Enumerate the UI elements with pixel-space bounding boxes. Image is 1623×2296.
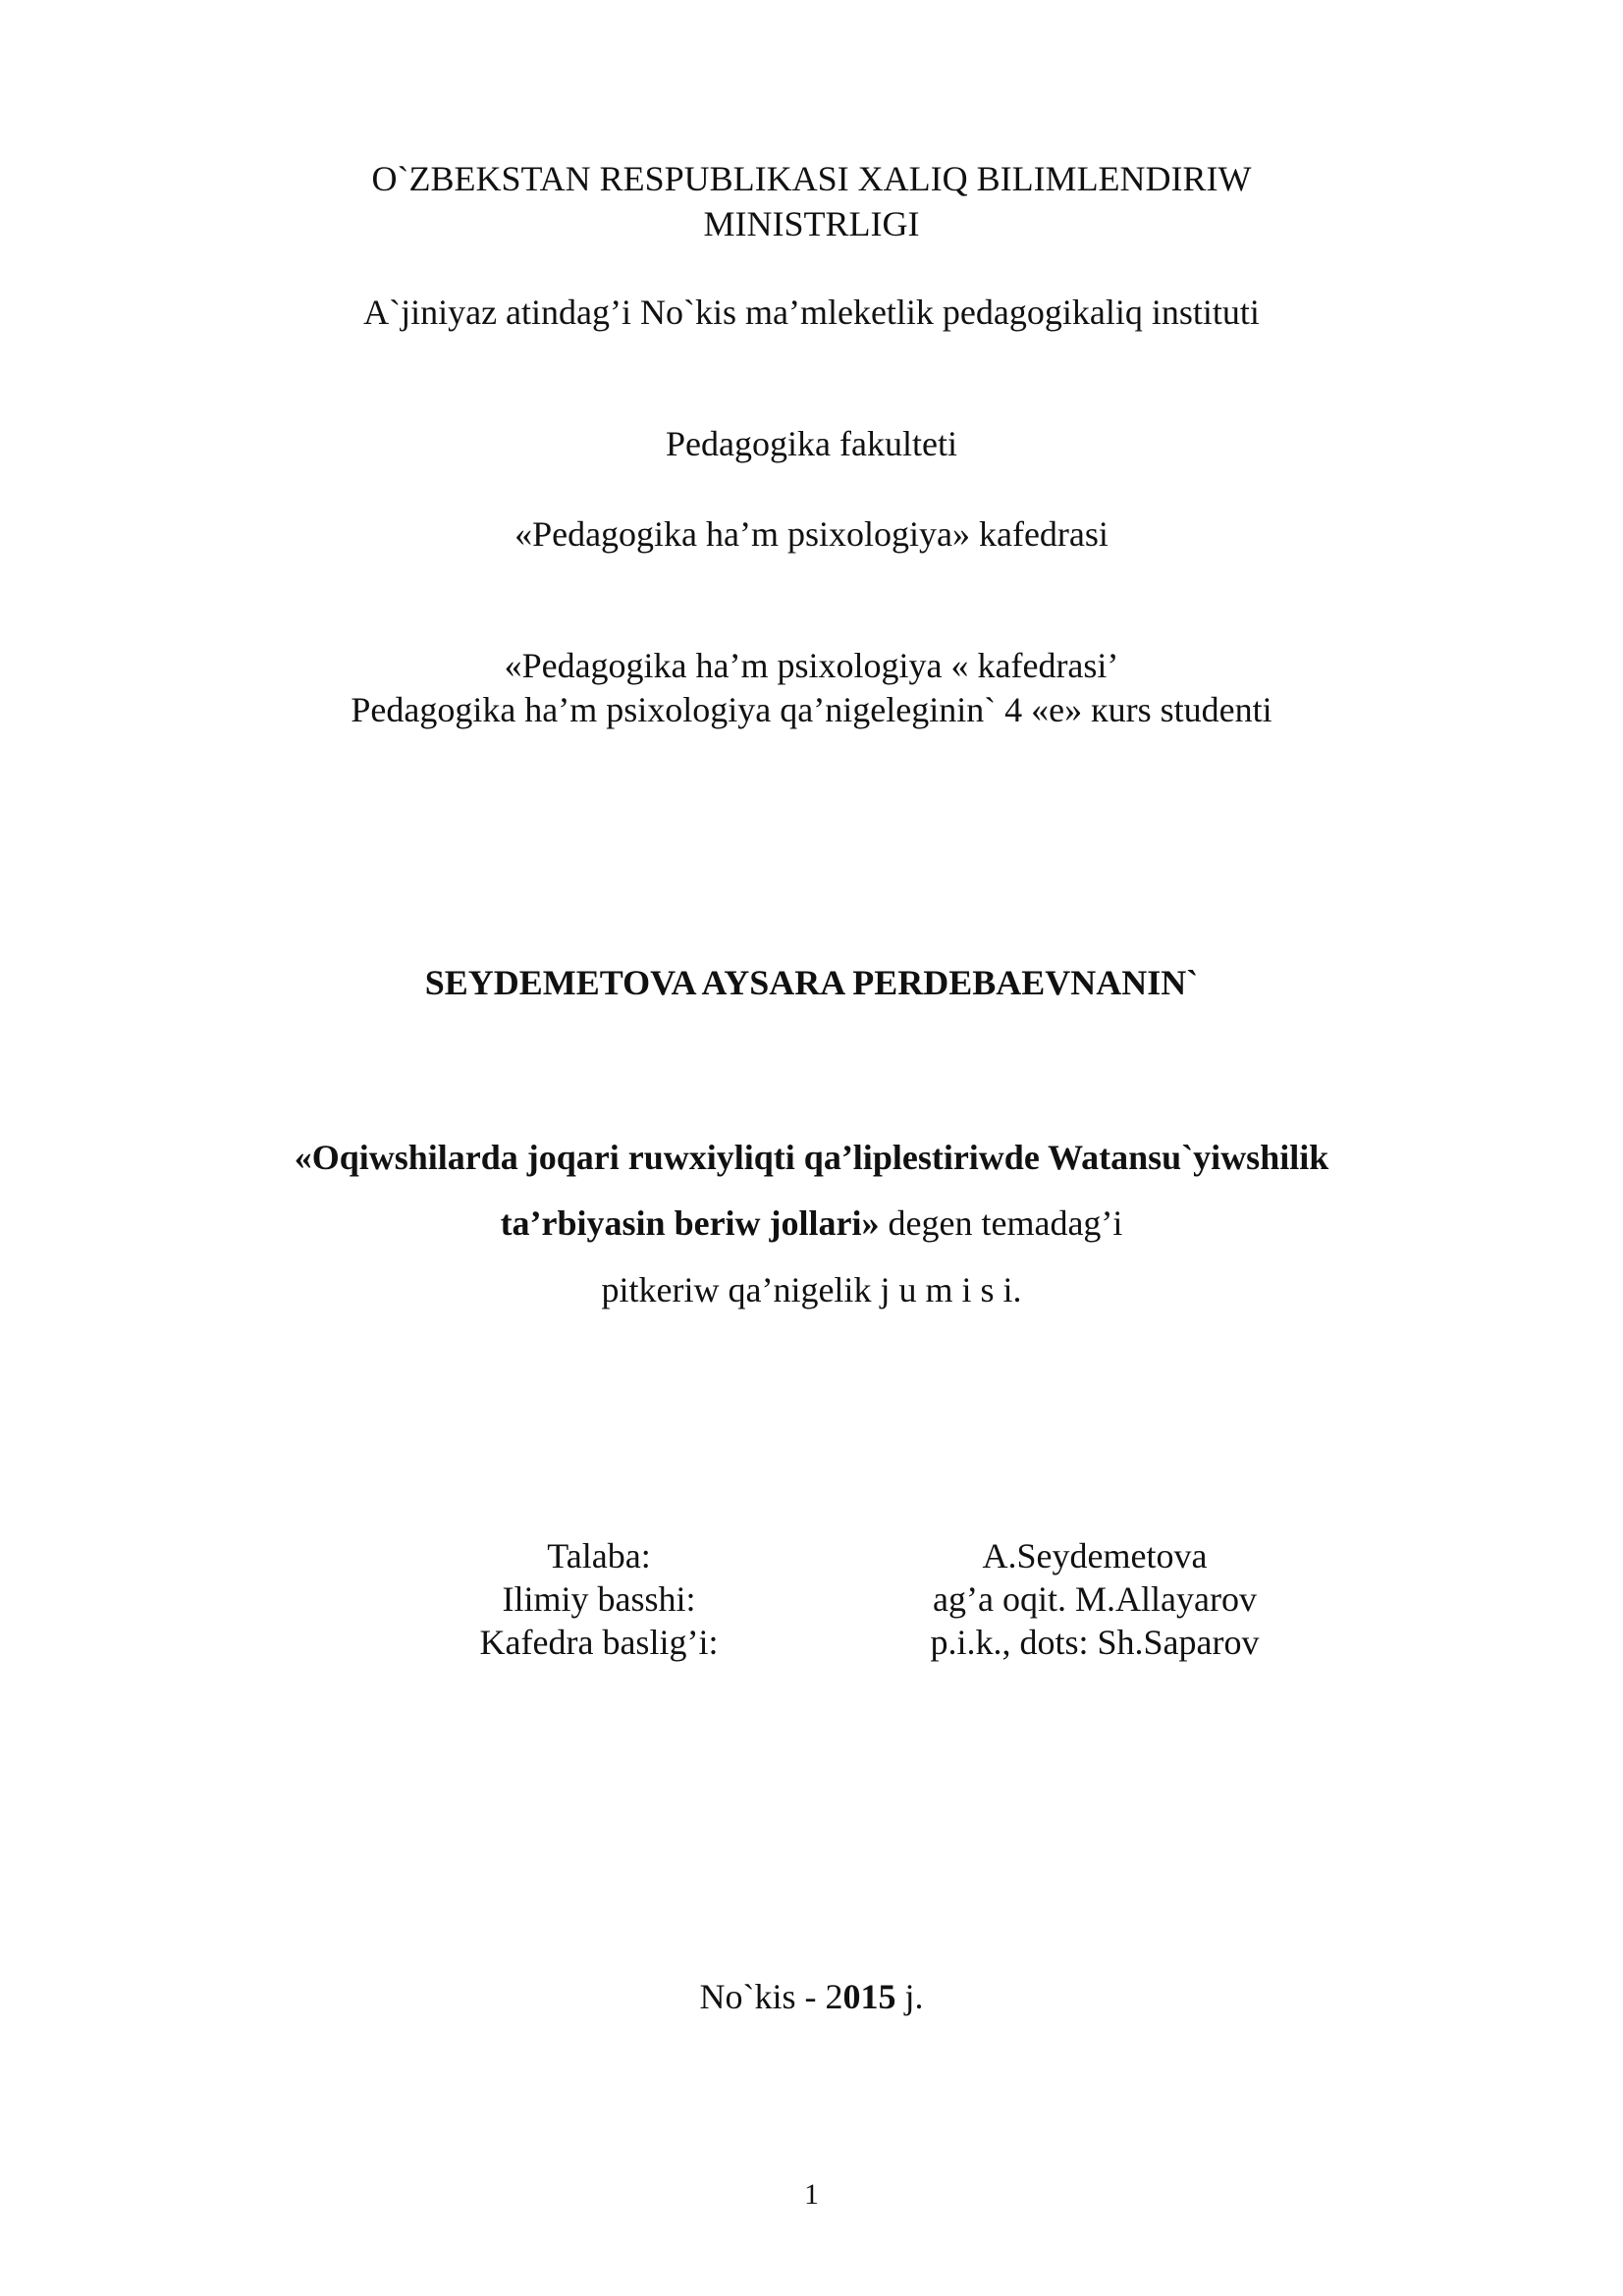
city-year-prefix: No`kis - 2: [699, 1977, 843, 2016]
faculty-name: Pedagogika fakulteti: [666, 424, 957, 463]
department-name: «Pedagogika ha’m psixologiya» kafedrasi: [514, 514, 1109, 554]
thesis-title-line-2-bold: ta’rbiyasin beriw jollari»: [500, 1203, 880, 1243]
institute-name: A`jiniyaz atindag’i No`kis ma’mleketlik pedagogikaliq instituti: [363, 293, 1260, 332]
thesis-title-line-1: «Oqiwshilarda joqari ruwxiyliqti qa’liplestiriwde Watansu`yiwshilik: [294, 1138, 1329, 1177]
author-name: SEYDEMETOVA AYSARA PERDEBAEVNANIN`: [424, 963, 1199, 1002]
city-year-suffix: j.: [895, 1977, 924, 2016]
signature-value-student: A.Seydemetova: [982, 1536, 1208, 1575]
signature-value-department-head: p.i.k., dots: Sh.Saparov: [930, 1623, 1260, 1662]
city-year: [0, 1975, 1623, 2018]
signature-label-supervisor: Ilimiy basshi:: [502, 1579, 696, 1619]
signature-label-student: Talaba:: [547, 1536, 651, 1575]
thesis-title-line-2: [0, 1201, 1623, 1245]
page-number: 1: [804, 2178, 819, 2211]
student-info-line-2: Pedagogika ha’m psixologiya qa’nigeleginin` 4 «e» кurs studenti: [351, 690, 1272, 729]
signature-label-department-head: Kafedra baslig’i:: [479, 1623, 719, 1662]
student-info-line-1: «Pedagogika ha’m psixologiya « kafedrasi’: [504, 646, 1119, 685]
ministry-line-2: MINISTRLIGI: [703, 204, 920, 243]
ministry-line-1: O`ZBEKSTAN RESPUBLIKASI XALIQ BILIMLENDIRIW: [371, 159, 1252, 198]
thesis-title-line-3: pitkeriw qa’nigelik j u m i s i.: [601, 1270, 1022, 1309]
signature-value-supervisor: ag’a oqit. M.Allayarov: [933, 1579, 1257, 1619]
thesis-title-line-2-normal: degen temadag’i: [879, 1203, 1123, 1243]
city-year-bold: 015: [842, 1977, 896, 2016]
